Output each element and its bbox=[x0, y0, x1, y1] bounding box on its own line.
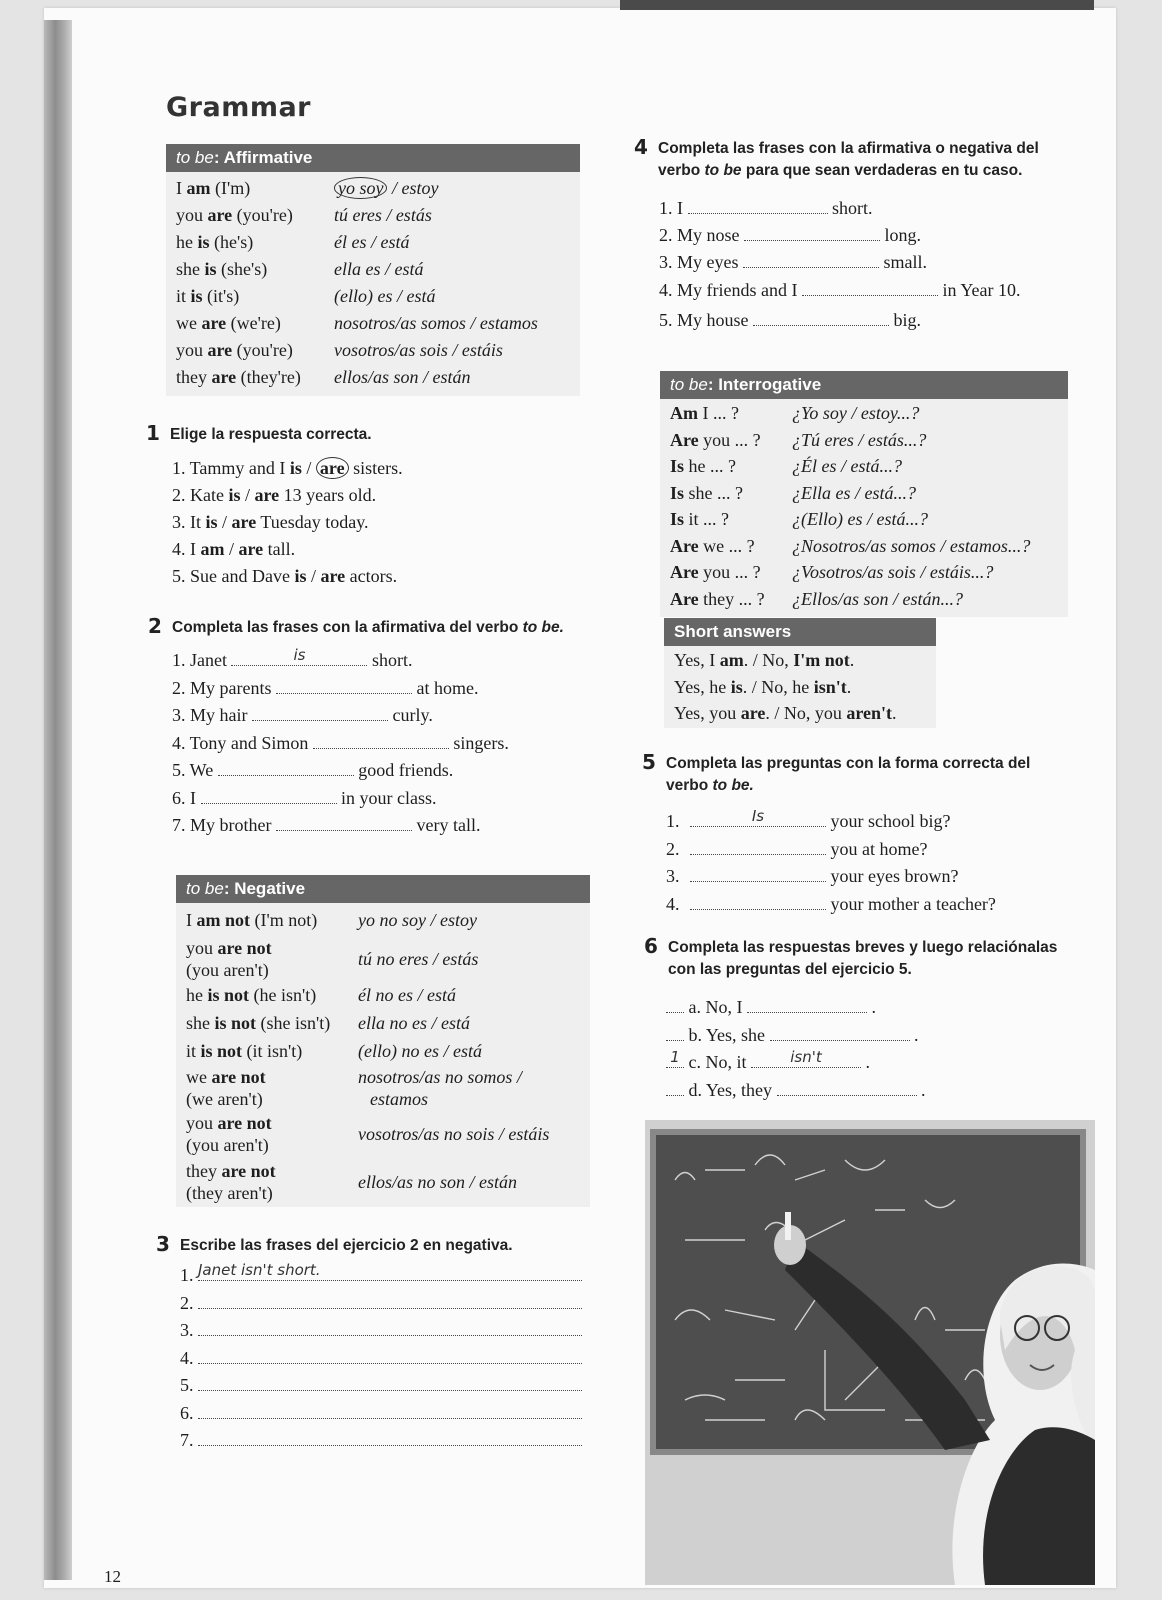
negative-english: it is not (it isn't) bbox=[186, 1041, 303, 1061]
answer-blank[interactable] bbox=[747, 998, 867, 1013]
interrogative-english: Are we ... ? bbox=[670, 535, 755, 556]
answer-blank[interactable] bbox=[770, 1026, 910, 1041]
answer-blank[interactable] bbox=[690, 867, 826, 882]
affirmative-spanish: ella es / está bbox=[334, 259, 424, 279]
negative-english: they are not (they aren't) bbox=[186, 1161, 276, 1203]
interrogative-spanish: ¿Nosotros/as somos / estamos...? bbox=[792, 535, 1031, 556]
answer-blank[interactable] bbox=[743, 253, 879, 268]
negative-title-bar: to be: Negative bbox=[176, 875, 590, 903]
answer-blank[interactable] bbox=[688, 199, 828, 214]
answer-line[interactable] bbox=[198, 1431, 582, 1446]
negative-spanish: vosotros/as no sois / estáis bbox=[358, 1124, 550, 1144]
interrogative-english: Are they ... ? bbox=[670, 588, 765, 609]
answer-line[interactable] bbox=[198, 1321, 582, 1336]
interrogative-spanish: ¿(Ello) es / está...? bbox=[792, 509, 928, 529]
option-2[interactable]: are bbox=[231, 512, 257, 532]
exercise-3-item: 6. bbox=[180, 1403, 582, 1424]
exercise-5-item: 2. you at home? bbox=[666, 838, 928, 859]
exercise-2-item: 2. My parents at home. bbox=[172, 677, 479, 698]
exercise-2-item: 5. We good friends. bbox=[172, 760, 454, 780]
affirmative-english: it is (it's) bbox=[176, 286, 240, 306]
answer-blank[interactable] bbox=[802, 281, 938, 296]
affirmative-english: you are (you're) bbox=[176, 205, 293, 225]
negative-english: we are not (we aren't) bbox=[186, 1067, 266, 1109]
teacher-photo bbox=[645, 1120, 1095, 1585]
affirmative-spanish: él es / está bbox=[334, 232, 410, 252]
affirmative-english: I am (I'm) bbox=[176, 178, 251, 198]
match-blank[interactable] bbox=[666, 1081, 684, 1096]
exercise-1-item: 5. Sue and Dave is / are actors. bbox=[172, 566, 398, 586]
answer-line[interactable] bbox=[198, 1261, 582, 1281]
exercise-3-item: 7. bbox=[180, 1430, 582, 1451]
answer-blank[interactable] bbox=[751, 1048, 861, 1068]
affirmative-spanish: tú eres / estás bbox=[334, 205, 432, 225]
option-1[interactable]: is bbox=[294, 566, 307, 586]
interrogative-english: Is it ... ? bbox=[670, 509, 730, 529]
affirmative-spanish: (ello) es / está bbox=[334, 286, 436, 306]
exercise-5-instruction: 5 Completa las preguntas con la forma correcta del verbo to be. bbox=[642, 750, 1031, 794]
option-1[interactable]: is bbox=[289, 458, 302, 478]
affirmative-english: they are (they're) bbox=[176, 367, 301, 387]
exercise-3-item: 2. bbox=[180, 1293, 582, 1314]
answer-blank[interactable] bbox=[744, 226, 880, 241]
answer-blank[interactable] bbox=[690, 895, 826, 910]
exercise-6-item: b. Yes, she . bbox=[666, 1025, 919, 1046]
exercise-4-item: 3. My eyes small. bbox=[659, 252, 927, 272]
answer-blank[interactable] bbox=[276, 679, 412, 694]
interrogative-english: Is she ... ? bbox=[670, 482, 743, 503]
negative-english: you are not (you aren't) bbox=[186, 938, 272, 980]
answer-line[interactable] bbox=[198, 1349, 582, 1364]
negative-spanish: él no es / está bbox=[358, 985, 456, 1005]
answer-line[interactable] bbox=[198, 1404, 582, 1419]
exercise-6-item: 1 c. No, it isn't . bbox=[666, 1052, 870, 1073]
option-2[interactable]: are bbox=[238, 539, 264, 559]
match-blank[interactable] bbox=[666, 1048, 684, 1068]
exercise-1-item: 4. I am / are tall. bbox=[172, 539, 296, 559]
negative-spanish: ellos/as no son / están bbox=[358, 1172, 518, 1192]
exercise-2-instruction: 2 Completa las frases con la afirmativa del verbo to be. bbox=[148, 614, 564, 638]
affirmative-spanish: yo soy / estoy bbox=[334, 178, 438, 199]
exercise-1-item: 2. Kate is / are 13 years old. bbox=[172, 485, 377, 505]
affirmative-english: she is (she's) bbox=[176, 259, 268, 279]
answer-blank[interactable] bbox=[753, 311, 889, 326]
exercise-2-item: 6. I in your class. bbox=[172, 787, 437, 808]
option-2[interactable]: are bbox=[316, 457, 349, 479]
answer-blank[interactable] bbox=[218, 761, 354, 776]
top-edge-bar bbox=[620, 0, 1094, 10]
affirmative-title-bar: to be: Affirmative bbox=[166, 144, 580, 172]
page-number: 12 bbox=[104, 1567, 121, 1586]
exercise-2-item: 4. Tony and Simon singers. bbox=[172, 732, 509, 753]
answer-blank[interactable] bbox=[690, 840, 826, 855]
exercise-3-item: 3. bbox=[180, 1320, 582, 1341]
exercise-1-item: 1. Tammy and I is / are sisters. bbox=[172, 458, 403, 478]
exercise-3-instruction: 3 Escribe las frases del ejercicio 2 en negativa. bbox=[156, 1232, 513, 1256]
affirmative-table bbox=[166, 172, 580, 396]
answer-line[interactable] bbox=[198, 1294, 582, 1309]
interrogative-table bbox=[660, 399, 1068, 617]
exercise-3-item: 1. Janet isn't short. bbox=[180, 1265, 582, 1286]
exercise-6-instruction: 6 Completa las respuestas breves y luego relaciónalas con las preguntas del ejercicio 5. bbox=[644, 934, 1058, 978]
exercise-4-item: 5. My house big. bbox=[659, 310, 922, 330]
short-answers-title-bar: Short answers bbox=[664, 618, 936, 646]
option-1[interactable]: is bbox=[228, 485, 241, 505]
affirmative-english: he is (he's) bbox=[176, 232, 254, 252]
handwritten-answer: Janet isn't short. bbox=[198, 1261, 321, 1279]
negative-spanish: yo no soy / estoy bbox=[358, 910, 477, 930]
negative-spanish: nosotros/as no somos / estamos bbox=[358, 1067, 522, 1109]
answer-blank[interactable] bbox=[276, 816, 412, 831]
negative-english: I am not (I'm not) bbox=[186, 910, 318, 930]
answer-blank[interactable] bbox=[231, 646, 367, 666]
exercise-2-item: 3. My hair curly. bbox=[172, 705, 433, 725]
exercise-4-instruction: 4 Completa las frases con la afirmativa o negativa del verbo to be para que sean verdaderas en tu caso. bbox=[634, 135, 1039, 179]
answer-line[interactable] bbox=[198, 1376, 582, 1391]
exercise-4-item: 2. My nose long. bbox=[659, 225, 922, 245]
answer-blank[interactable] bbox=[777, 1081, 917, 1096]
match-blank[interactable] bbox=[666, 1026, 684, 1041]
handwritten-answer: isn't bbox=[790, 1048, 822, 1066]
affirmative-spanish: ellos/as son / están bbox=[334, 367, 471, 387]
handwritten-answer: Is bbox=[751, 807, 765, 825]
negative-spanish: ella no es / está bbox=[358, 1013, 470, 1033]
exercise-3-item: 4. bbox=[180, 1348, 582, 1369]
interrogative-title-bar: to be: Interrogative bbox=[660, 371, 1068, 399]
interrogative-spanish: ¿Vosotros/as sois / estáis...? bbox=[792, 562, 994, 582]
interrogative-spanish: ¿Ella es / está...? bbox=[792, 482, 916, 503]
exercise-2-item: 7. My brother very tall. bbox=[172, 815, 481, 835]
answer-blank[interactable] bbox=[252, 706, 388, 721]
negative-spanish: (ello) no es / está bbox=[358, 1041, 482, 1061]
short-answer: Yes, he is. / No, he isn't. bbox=[674, 676, 852, 697]
option-2[interactable]: are bbox=[254, 485, 280, 505]
negative-table bbox=[176, 903, 590, 1207]
option-1[interactable]: am bbox=[200, 539, 225, 559]
interrogative-english: Is he ... ? bbox=[670, 456, 736, 476]
match-blank[interactable] bbox=[666, 998, 684, 1013]
circled-answer: yo soy bbox=[334, 177, 387, 199]
interrogative-english: Am I ... ? bbox=[670, 403, 739, 423]
option-1[interactable]: is bbox=[205, 512, 218, 532]
exercise-3-item: 5. bbox=[180, 1375, 582, 1396]
page-binding bbox=[44, 20, 72, 1580]
answer-blank[interactable] bbox=[313, 734, 449, 749]
negative-english: he is not (he isn't) bbox=[186, 985, 317, 1005]
exercise-1-instruction: 1 Elige la respuesta correcta. bbox=[146, 421, 372, 445]
short-answer: Yes, I am. / No, I'm not. bbox=[674, 650, 855, 670]
negative-spanish: tú no eres / estás bbox=[358, 949, 479, 969]
short-answers-table bbox=[664, 646, 936, 728]
affirmative-spanish: vosotros/as sois / estáis bbox=[334, 340, 503, 360]
affirmative-english: you are (you're) bbox=[176, 340, 293, 360]
affirmative-english: we are (we're) bbox=[176, 313, 281, 333]
exercise-6-item: a. No, I . bbox=[666, 997, 876, 1018]
interrogative-spanish: ¿Ellos/as son / están...? bbox=[792, 588, 964, 609]
teacher-at-chalkboard-illustration bbox=[645, 1120, 1095, 1585]
handwritten-answer: 1 bbox=[670, 1048, 680, 1066]
option-2[interactable]: are bbox=[320, 566, 346, 586]
answer-blank[interactable] bbox=[690, 807, 826, 827]
handwritten-answer: is bbox=[293, 646, 306, 664]
page-heading: Grammar bbox=[166, 92, 311, 123]
affirmative-spanish: nosotros/as somos / estamos bbox=[334, 313, 538, 333]
exercise-1-item: 3. It is / are Tuesday today. bbox=[172, 512, 369, 532]
interrogative-english: Are you ... ? bbox=[670, 429, 761, 450]
negative-english: she is not (she isn't) bbox=[186, 1013, 331, 1033]
interrogative-spanish: ¿Tú eres / estás...? bbox=[792, 429, 927, 450]
exercise-6-item: d. Yes, they . bbox=[666, 1080, 926, 1101]
exercise-2-item: 1. Janet is short. bbox=[172, 646, 413, 670]
exercise-4-item: 4. My friends and I in Year 10. bbox=[659, 280, 1021, 300]
exercise-5-item: 1. Is your school big? bbox=[666, 807, 951, 831]
exercise-5-item: 4. your mother a teacher? bbox=[666, 893, 996, 914]
exercise-4-item: 1. I short. bbox=[659, 198, 873, 218]
exercise-5-item: 3. your eyes brown? bbox=[666, 866, 959, 886]
interrogative-english: Are you ... ? bbox=[670, 562, 761, 582]
short-answer: Yes, you are. / No, you aren't. bbox=[674, 703, 897, 723]
interrogative-spanish: ¿Él es / está...? bbox=[792, 456, 902, 476]
negative-english: you are not (you aren't) bbox=[186, 1113, 272, 1155]
interrogative-spanish: ¿Yo soy / estoy...? bbox=[792, 403, 920, 423]
answer-blank[interactable] bbox=[201, 789, 337, 804]
